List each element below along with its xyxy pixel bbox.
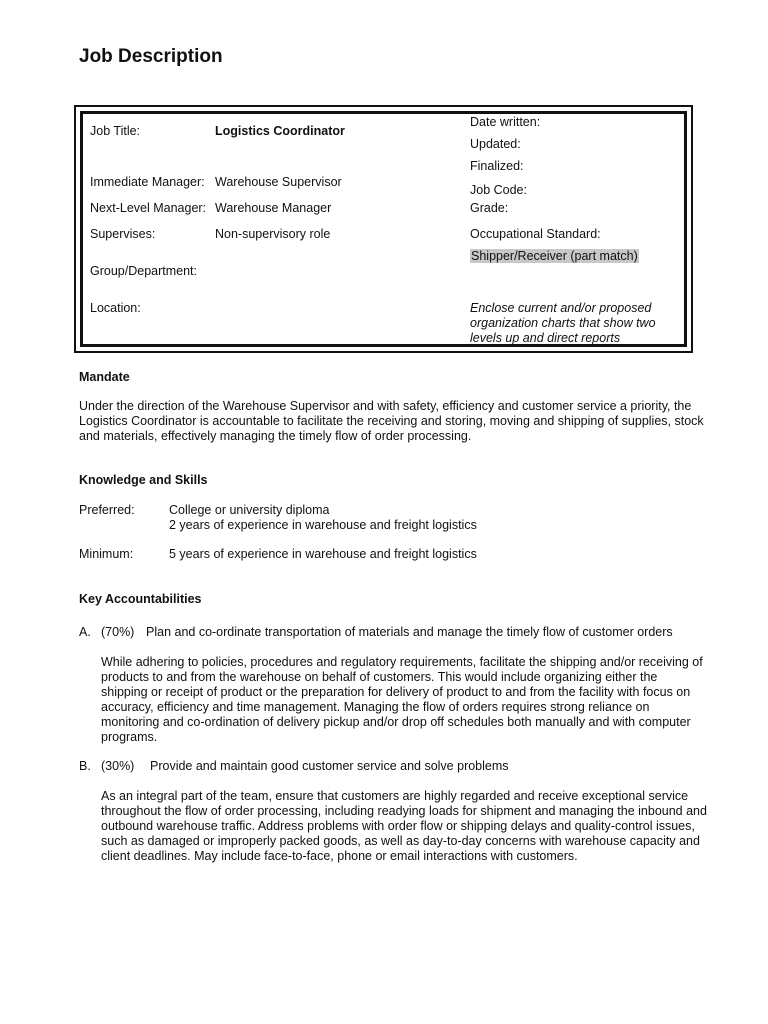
supervises-label: Supervises:: [90, 227, 156, 241]
org-chart-note-line: Enclose current and/or proposed: [470, 301, 652, 315]
accountability-line: programs.: [101, 730, 158, 744]
accountabilities-heading: Key Accountabilities: [79, 592, 202, 606]
accountability-line: outbound warehouse traffic. Address problems with order flow or shipping delays and quality-control issues,: [101, 819, 695, 833]
next-level-manager-value: Warehouse Manager: [215, 201, 332, 215]
immediate-manager-label: Immediate Manager:: [90, 175, 205, 189]
accountability-line: shipping or receipt of product or the preparation for delivery of product to and from the facility with focus on: [101, 685, 691, 699]
org-chart-note-line: organization charts that show two: [470, 316, 656, 330]
immediate-manager-value: Warehouse Supervisor: [215, 175, 342, 189]
group-department-label: Group/Department:: [90, 264, 197, 278]
accountability-line: client deadlines. May include face-to-face, phone or email interactions with customers.: [101, 849, 578, 863]
updated-label: Updated:: [470, 137, 521, 151]
finalized-label: Finalized:: [470, 159, 524, 173]
accountability-percent: (30%): [101, 759, 135, 773]
accountability-percent: (70%): [101, 625, 135, 639]
supervises-value: Non-supervisory role: [215, 227, 331, 241]
mandate-line: and materials, effectively managing the timely flow of order processing.: [79, 429, 472, 443]
next-level-manager-label: Next-Level Manager:: [90, 201, 207, 215]
job-title-label: Job Title:: [90, 124, 141, 138]
page-title: Job Description: [79, 46, 223, 67]
accountability-letter: A.: [79, 625, 91, 639]
accountability-line: monitoring and co-ordination of delivery pickup and/or drop off schedules both manually and with computer: [101, 715, 691, 729]
minimum-label: Minimum:: [79, 547, 134, 561]
occupational-standard-label: Occupational Standard:: [470, 227, 601, 241]
accountability-title: Provide and maintain good customer service and solve problems: [150, 759, 509, 773]
job-title-value: Logistics Coordinator: [215, 124, 345, 138]
mandate-heading: Mandate: [79, 370, 130, 384]
accountability-line: such as damaged or improperly packed goods, as well as day-to-day concerns with warehouse capacity and: [101, 834, 700, 848]
preferred-item: 2 years of experience in warehouse and freight logistics: [169, 518, 477, 532]
occupational-standard-value: Shipper/Receiver (part match): [471, 249, 638, 263]
accountability-line: products to and from the warehouse on behalf of customers. This would include organizing either the: [101, 670, 658, 684]
grade-label: Grade:: [470, 201, 509, 215]
preferred-item: College or university diploma: [169, 503, 330, 517]
location-label: Location:: [90, 301, 141, 315]
preferred-label: Preferred:: [79, 503, 135, 517]
mandate-line: Under the direction of the Warehouse Supervisor and with safety, efficiency and customer service a priority, the: [79, 399, 692, 413]
org-chart-note-line: levels up and direct reports: [470, 331, 621, 345]
accountability-letter: B.: [79, 759, 91, 773]
accountability-line: throughout the flow of order processing, including readying loads for shipment and managing the inbound and: [101, 804, 707, 818]
minimum-item: 5 years of experience in warehouse and freight logistics: [169, 547, 477, 561]
accountability-line: As an integral part of the team, ensure that customers are highly regarded and receive exceptional service: [101, 789, 689, 803]
accountability-line: accuracy, efficiency and time management. Managing the flow of orders requires strong reliance on: [101, 700, 650, 714]
date-written-label: Date written:: [470, 115, 541, 129]
knowledge-heading: Knowledge and Skills: [79, 473, 208, 487]
mandate-line: Logistics Coordinator is accountable to facilitate the receiving and storing, moving and shipping of supplies, stock: [79, 414, 704, 428]
accountability-line: While adhering to policies, procedures and regulatory requirements, facilitate the shipping and/or receiving of: [101, 655, 703, 669]
job-code-label: Job Code:: [470, 183, 527, 197]
accountability-title: Plan and co-ordinate transportation of materials and manage the timely flow of customer orders: [146, 625, 673, 639]
